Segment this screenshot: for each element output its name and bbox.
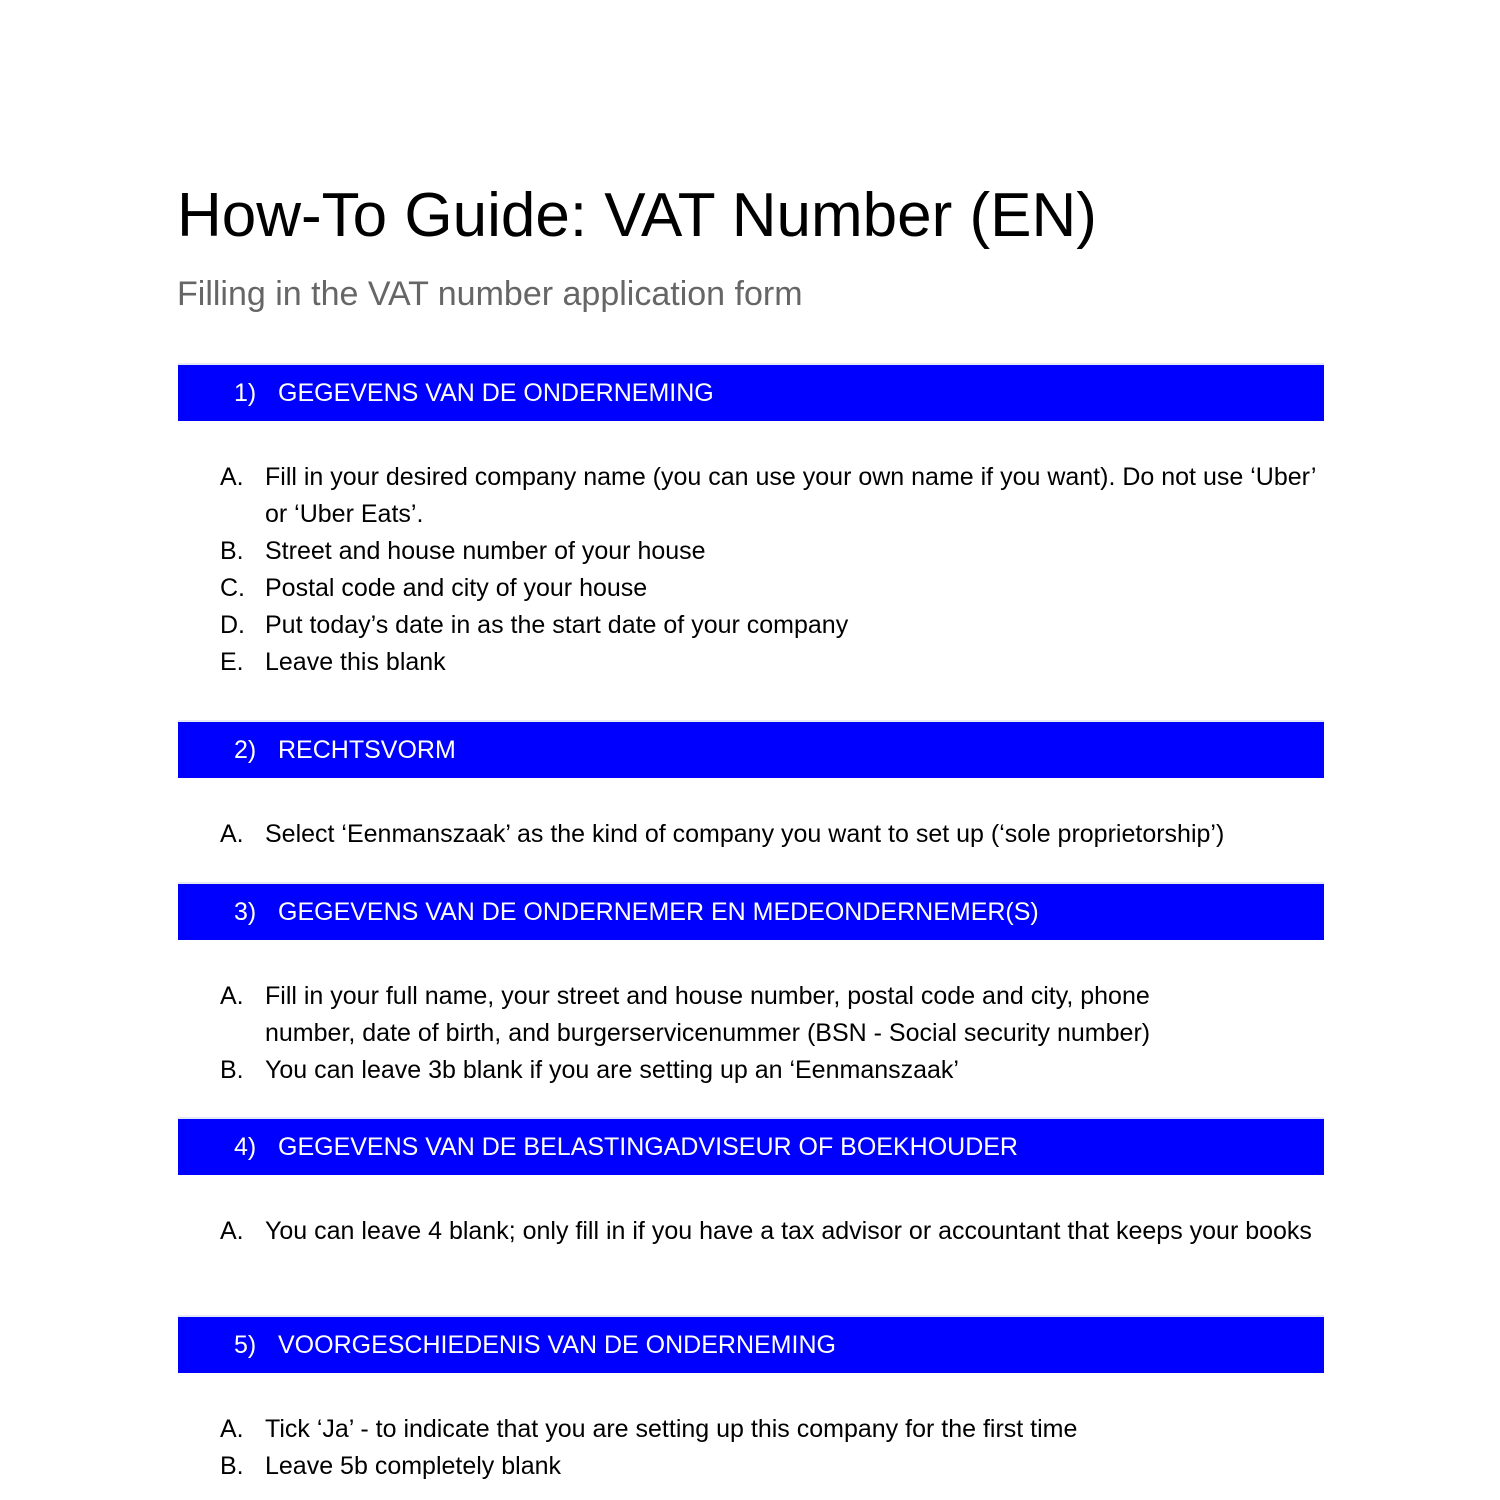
list-item-text: Fill in your desired company name (you can use your own name if you want). Do not use ‘Uber’ or ‘Uber Eats’.: [265, 463, 1316, 528]
section-3-banner: [178, 882, 1324, 940]
list-marker: E.: [220, 648, 244, 676]
section-number: 3): [234, 898, 257, 926]
section-5-list: [220, 1411, 1330, 1485]
section-1-list: [220, 459, 1330, 681]
section-heading: RECHTSVORM: [278, 736, 456, 764]
list-item-text: Postal code and city of your house: [265, 574, 648, 602]
list-item: [220, 570, 1330, 607]
list-marker: A.: [220, 820, 244, 848]
list-marker: B.: [220, 1452, 244, 1480]
section-heading: GEGEVENS VAN DE ONDERNEMING: [278, 379, 714, 407]
section-heading: GEGEVENS VAN DE ONDERNEMER EN MEDEONDERNEMER(S): [278, 898, 1039, 926]
list-item-text: Tick ‘Ja’ - to indicate that you are setting up this company for the first time: [265, 1415, 1078, 1443]
section-number: 2): [234, 736, 257, 764]
list-item-text: Leave this blank: [265, 648, 446, 676]
section-heading: GEGEVENS VAN DE BELASTINGADVISEUR OF BOEKHOUDER: [278, 1133, 1018, 1161]
section-heading: VOORGESCHIEDENIS VAN DE ONDERNEMING: [278, 1331, 836, 1359]
list-marker: D.: [220, 611, 245, 639]
section-3-list: [220, 978, 1240, 1089]
list-item: [220, 1052, 1240, 1089]
section-1-banner: [178, 363, 1324, 421]
section-number: 1): [234, 379, 257, 407]
list-marker: B.: [220, 537, 244, 565]
list-marker: A.: [220, 1415, 244, 1443]
list-item-text: Put today’s date in as the start date of your company: [265, 611, 849, 639]
list-item-text: Leave 5b completely blank: [265, 1452, 562, 1480]
section-4-list: [220, 1213, 1330, 1250]
list-item: [220, 459, 1330, 533]
list-item-text: You can leave 4 blank; only fill in if you have a tax advisor or accountant that keeps your books: [265, 1217, 1312, 1245]
page-subtitle: Filling in the VAT number application form: [177, 275, 803, 313]
list-item: [220, 644, 1330, 681]
section-number: 4): [234, 1133, 257, 1161]
list-marker: C.: [220, 574, 245, 602]
list-item: [220, 1448, 1330, 1485]
list-item: [220, 978, 1240, 1052]
list-marker: B.: [220, 1056, 244, 1084]
list-item-text: Select ‘Eenmanszaak’ as the kind of company you want to set up (‘sole proprietorship’): [265, 820, 1225, 848]
list-item: [220, 816, 1330, 853]
list-marker: A.: [220, 1217, 244, 1245]
list-item-text: You can leave 3b blank if you are setting up an ‘Eenmanszaak’: [265, 1056, 959, 1084]
page-title: How-To Guide: VAT Number (EN): [177, 181, 1097, 250]
list-item: [220, 1411, 1330, 1448]
list-item-text: Street and house number of your house: [265, 537, 706, 565]
list-item: [220, 1213, 1330, 1250]
list-item: [220, 607, 1330, 644]
section-number: 5): [234, 1331, 257, 1359]
list-item: [220, 533, 1330, 570]
section-2-list: [220, 816, 1330, 853]
section-5-banner: [178, 1315, 1324, 1373]
list-marker: A.: [220, 982, 244, 1010]
section-4-banner: [178, 1117, 1324, 1175]
list-marker: A.: [220, 463, 244, 491]
list-item-text: Fill in your full name, your street and house number, postal code and city, phone number, date of birth, and burgerservicenummer (BSN - Social security number): [265, 982, 1151, 1047]
section-2-banner: [178, 720, 1324, 778]
